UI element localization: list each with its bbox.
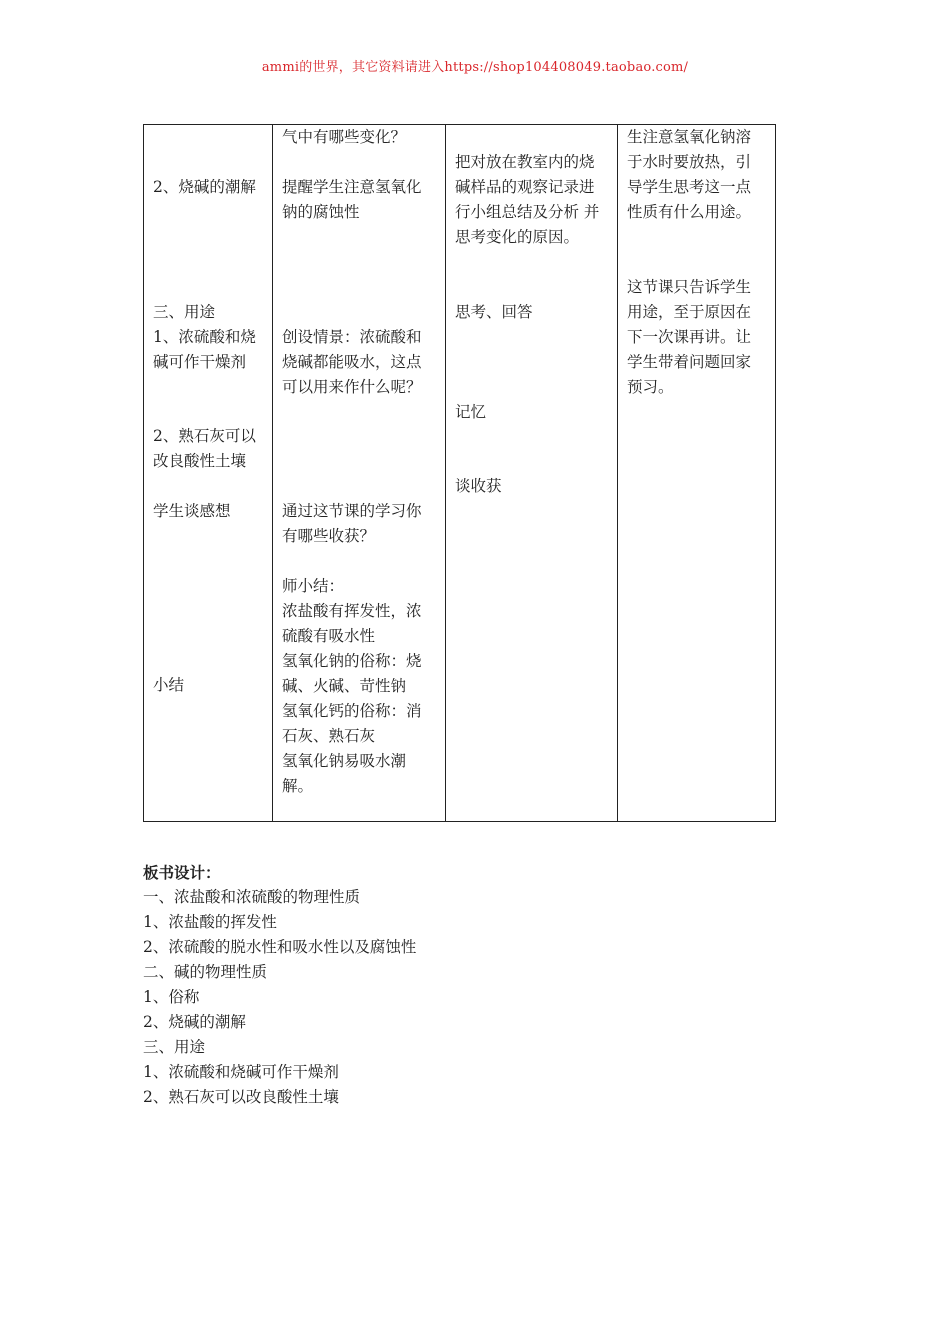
board-design-title: 板书设计： [143,863,221,882]
content-use1-line1: 1、浓硫酸和烧 [153,328,256,346]
text-line: 解。 [282,777,314,795]
design-intent-b [627,275,751,400]
student-activity-a [455,150,599,250]
content-summary: 小结 [153,676,185,694]
text-line [282,150,422,175]
header-watermark-link[interactable]: ammi的世界，其它资料请进入https://shop104408049.taobao.com/ [261,60,689,75]
text-line: 生注意氢氧化钠溶 [627,128,752,146]
board-line: 1、俗称 [143,988,200,1006]
text-line: 学生带着问题回家 [627,353,752,371]
column-divider [445,125,446,821]
board-line: 二、碱的物理性质 [143,963,268,981]
text-line: 氢氧化钠易吸水潮 [282,752,407,770]
board-design-section [143,860,416,1110]
teacher-activity-a [282,125,422,225]
board-line: 1、浓硫酸和烧碱可作干燥剂 [143,1063,339,1081]
text-line: 思考变化的原因。 [455,228,580,246]
board-line: 2、熟石灰可以改良酸性土壤 [143,1088,339,1106]
content-use1-line2: 碱可作干燥剂 [153,353,247,371]
column-divider [272,125,273,821]
board-line: 2、烧碱的潮解 [143,1013,246,1031]
text-line: 提醒学生注意氢氧化 [282,178,422,196]
text-line: 用途，至于原因在 [627,303,752,321]
text-line: 导学生思考这一点 [627,178,752,196]
text-line: 预习。 [627,378,674,396]
board-line: 1、浓盐酸的挥发性 [143,913,277,931]
student-memorize: 记忆 [455,403,487,421]
board-line: 一、浓盐酸和浓硫酸的物理性质 [143,888,361,906]
text-line: 有哪些收获？ [282,527,376,545]
text-line: 于水时要放热，引 [627,153,752,171]
content-uses-title: 三、用途 [153,303,216,321]
text-line: 氢氧化钙的俗称：消 [282,702,422,720]
text-line: 硫酸有吸水性 [282,627,376,645]
text-line: 这节课只告诉学生 [627,278,752,296]
content-use2-line2: 改良酸性土壤 [153,452,247,470]
content-student-reflection: 学生谈感想 [153,502,231,520]
text-line: 气中有哪些变化？ [282,128,407,146]
student-think-answer: 思考、回答 [455,303,533,321]
text-line: 石灰、熟石灰 [282,727,376,745]
text-line: 创设情景：浓硫酸和 [282,328,422,346]
text-line: 下一次课再讲。让 [627,328,752,346]
content-caustic-deliquescence: 2、烧碱的潮解 [153,178,256,196]
text-line: 烧碱都能吸水，这点 [282,353,422,371]
text-line: 浓盐酸有挥发性，浓 [282,602,422,620]
column-divider [617,125,618,821]
board-line: 2、浓硫酸的脱水性和吸水性以及腐蚀性 [143,938,417,956]
text-line: 可以用来作什么呢？ [282,378,422,396]
text-line: 碱、火碱、苛性钠 [282,677,407,695]
lesson-table [143,124,776,822]
text-line [282,549,422,574]
text-line: 师小结： [282,577,345,595]
text-line: 把对放在教室内的烧 [455,153,595,171]
text-line: 氢氧化钠的俗称：烧 [282,652,422,670]
text-line: 性质有什么用途。 [627,203,752,221]
text-line: 通过这节课的学习你 [282,502,422,520]
teacher-activity-c [282,499,422,799]
text-line: 钠的腐蚀性 [282,203,360,221]
text-line: 行小组总结及分析 并 [455,203,600,221]
content-use2-line1: 2、熟石灰可以 [153,427,256,445]
design-intent-a [627,125,751,225]
student-share-gains: 谈收获 [455,477,502,495]
board-line: 三、用途 [143,1038,206,1056]
text-line: 碱样品的观察记录进 [455,178,595,196]
teacher-activity-b [282,325,422,400]
